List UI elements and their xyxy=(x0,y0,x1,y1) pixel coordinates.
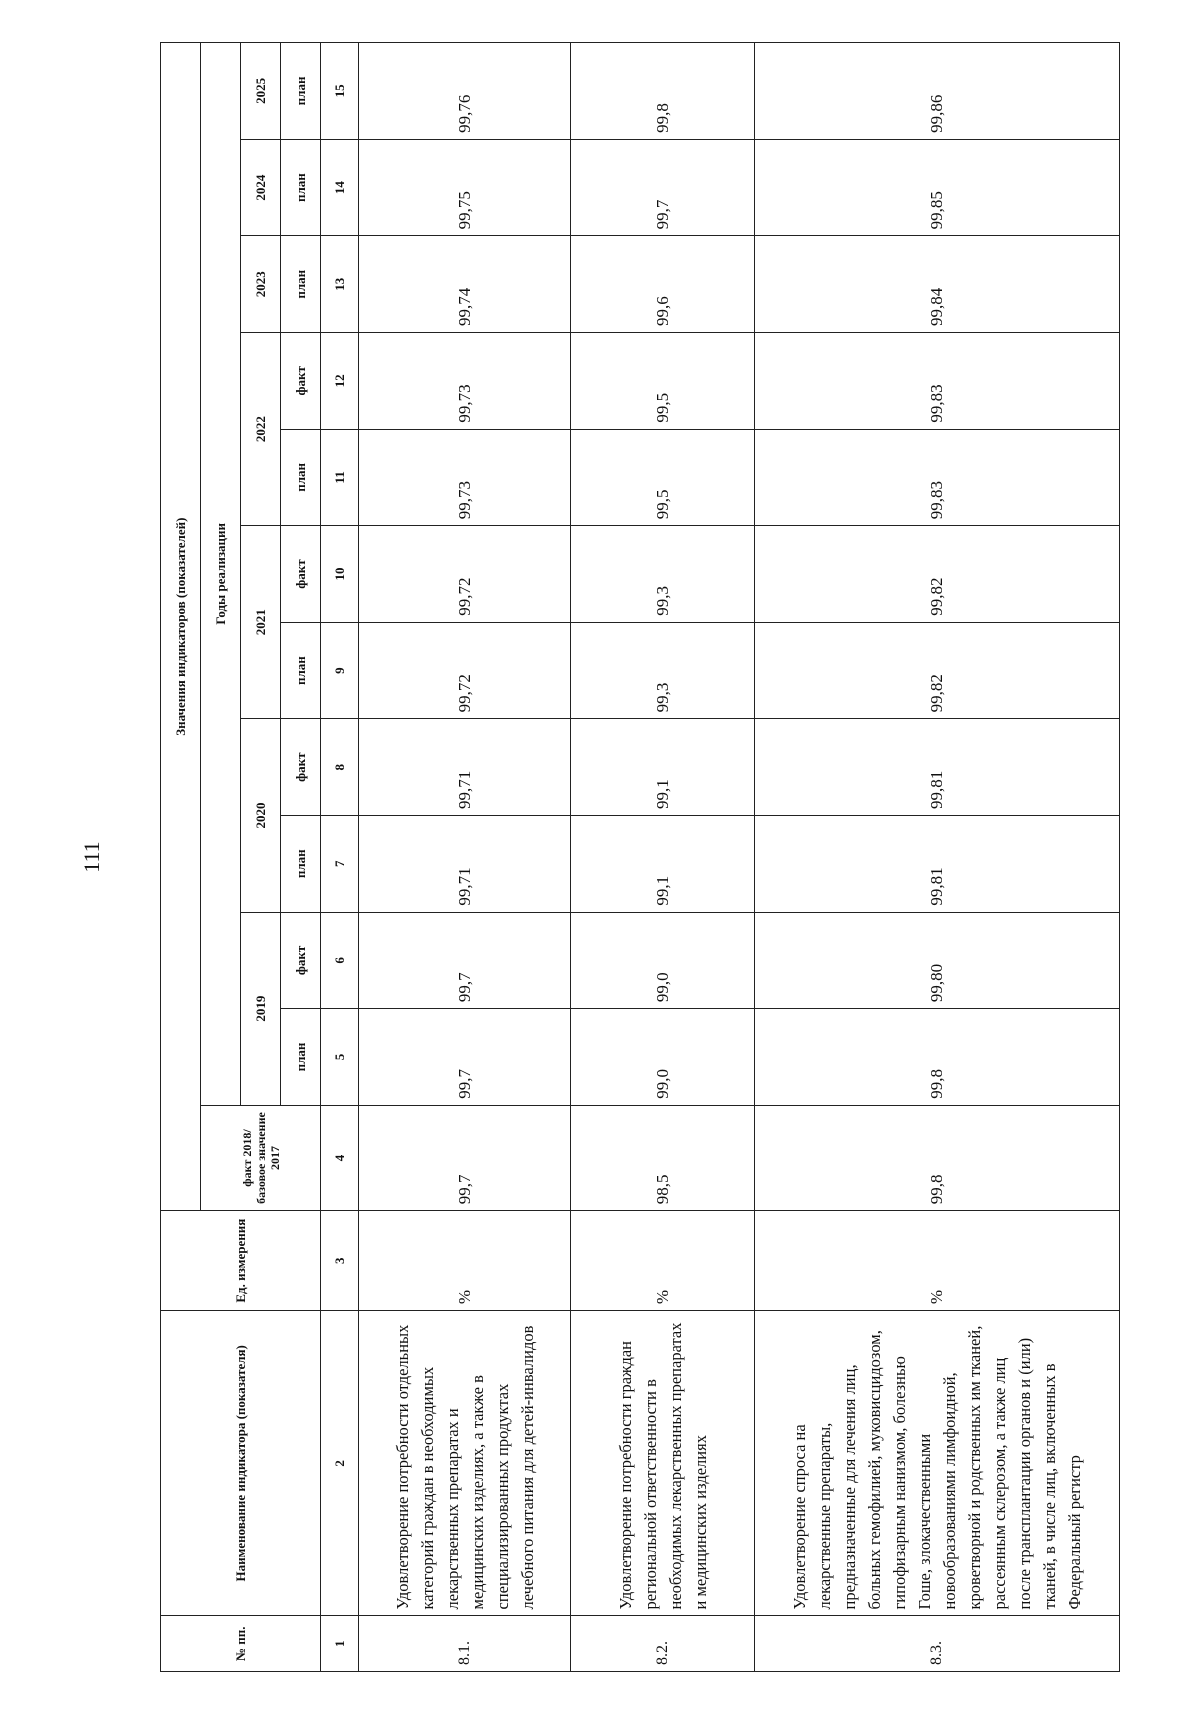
value-cell: 99,5 xyxy=(571,429,755,526)
value-cell: 99,80 xyxy=(755,912,1120,1009)
value-cell: 98,5 xyxy=(571,1105,755,1210)
col-number: 14 xyxy=(321,139,359,236)
header-years-group: Годы реализации xyxy=(201,43,241,1106)
header-fact: факт xyxy=(281,912,321,1009)
value-cell: 99,1 xyxy=(571,815,755,912)
value-cell: 99,73 xyxy=(359,333,571,430)
header-values-group: Значения индикаторов (показателей) xyxy=(161,43,201,1211)
col-number: 2 xyxy=(321,1311,359,1616)
col-number: 11 xyxy=(321,429,359,526)
header-unit: Ед. измерения xyxy=(161,1211,321,1311)
table-row xyxy=(571,43,755,1672)
header-plan: план xyxy=(281,139,321,236)
row-no: 8.2. xyxy=(571,1616,755,1672)
col-number: 5 xyxy=(321,1009,359,1106)
col-number: 8 xyxy=(321,719,359,816)
value-cell: 99,0 xyxy=(571,1009,755,1106)
col-number: 15 xyxy=(321,43,359,140)
value-cell: 99,8 xyxy=(755,1105,1120,1210)
col-number: 9 xyxy=(321,622,359,719)
table-row xyxy=(359,43,571,1672)
value-cell: 99,71 xyxy=(359,719,571,816)
value-cell: 99,7 xyxy=(359,912,571,1009)
value-cell: 99,86 xyxy=(755,43,1120,140)
value-cell: 99,1 xyxy=(571,719,755,816)
col-number: 4 xyxy=(321,1105,359,1210)
col-number: 7 xyxy=(321,815,359,912)
header-year-2023: 2023 xyxy=(241,236,281,333)
value-cell: 99,7 xyxy=(359,1009,571,1106)
col-number: 13 xyxy=(321,236,359,333)
header-fact: факт xyxy=(281,526,321,623)
page-number: 111 xyxy=(79,841,104,873)
value-cell: 99,0 xyxy=(571,912,755,1009)
value-cell: 99,84 xyxy=(755,236,1120,333)
value-cell: 99,3 xyxy=(571,622,755,719)
row-no: 8.1. xyxy=(359,1616,571,1672)
column-number-row xyxy=(321,43,359,1672)
header-year-2025: 2025 xyxy=(241,43,281,140)
value-cell: 99,82 xyxy=(755,526,1120,623)
indicator-table xyxy=(160,42,1120,1672)
header-year-2019: 2019 xyxy=(241,912,281,1105)
header-plan: план xyxy=(281,43,321,140)
indicator-name: Удовлетворение спроса на лекарственные препараты, предназначенные для лечения лиц, больных гемофилией, муковисцидозом, гипофизарным нанизмом, болезнью Гоше, злокачественными новообразованиями лимфоидной, кроветворной и родственных им тканей, рассеянным склерозом, а также лиц после трансплантации органов и (или) тканей, в числе лиц, включенных в Федеральный регистр xyxy=(755,1311,1120,1616)
value-cell: 99,71 xyxy=(359,815,571,912)
header-fact: факт xyxy=(281,719,321,816)
value-cell: 99,73 xyxy=(359,429,571,526)
col-number: 6 xyxy=(321,912,359,1009)
unit-cell: % xyxy=(755,1211,1120,1311)
header-plan: план xyxy=(281,622,321,719)
col-number: 3 xyxy=(321,1211,359,1311)
unit-cell: % xyxy=(571,1211,755,1311)
value-cell: 99,74 xyxy=(359,236,571,333)
value-cell: 99,76 xyxy=(359,43,571,140)
value-cell: 99,83 xyxy=(755,429,1120,526)
value-cell: 99,81 xyxy=(755,815,1120,912)
header-year-2022: 2022 xyxy=(241,333,281,526)
value-cell: 99,75 xyxy=(359,139,571,236)
value-cell: 99,72 xyxy=(359,526,571,623)
row-no: 8.3. xyxy=(755,1616,1120,1672)
indicator-name: Удовлетворение потребности граждан региональной ответственности в необходимых лекарственных препаратах и медицинских изделиях xyxy=(571,1311,755,1616)
header-base: факт 2018/базовое значение 2017 xyxy=(201,1105,321,1210)
value-cell: 99,7 xyxy=(571,139,755,236)
header-year-2020: 2020 xyxy=(241,719,281,912)
value-cell: 99,8 xyxy=(755,1009,1120,1106)
col-number: 10 xyxy=(321,526,359,623)
value-cell: 99,81 xyxy=(755,719,1120,816)
indicator-table-frame xyxy=(160,42,1120,1672)
value-cell: 99,7 xyxy=(359,1105,571,1210)
header-plan: план xyxy=(281,236,321,333)
unit-cell: % xyxy=(359,1211,571,1311)
value-cell: 99,6 xyxy=(571,236,755,333)
value-cell: 99,85 xyxy=(755,139,1120,236)
header-year-2021: 2021 xyxy=(241,526,281,719)
header-plan: план xyxy=(281,429,321,526)
value-cell: 99,8 xyxy=(571,43,755,140)
value-cell: 99,72 xyxy=(359,622,571,719)
value-cell: 99,3 xyxy=(571,526,755,623)
indicator-name: Удовлетворение потребности отдельных категорий граждан в необходимых лекарственных препаратах и медицинских изделиях, а также в специализированных продуктах лечебного питания для детей-инвалидов xyxy=(359,1311,571,1616)
header-no: № пп. xyxy=(161,1616,321,1672)
header-plan: план xyxy=(281,1009,321,1106)
header-fact: факт xyxy=(281,333,321,430)
header-year-2024: 2024 xyxy=(241,139,281,236)
value-cell: 99,83 xyxy=(755,333,1120,430)
col-number: 12 xyxy=(321,333,359,430)
value-cell: 99,5 xyxy=(571,333,755,430)
header-plan: план xyxy=(281,815,321,912)
table-row xyxy=(755,43,1120,1672)
col-number: 1 xyxy=(321,1616,359,1672)
header-name: Наименование индикатора (показателя) xyxy=(161,1311,321,1616)
value-cell: 99,82 xyxy=(755,622,1120,719)
